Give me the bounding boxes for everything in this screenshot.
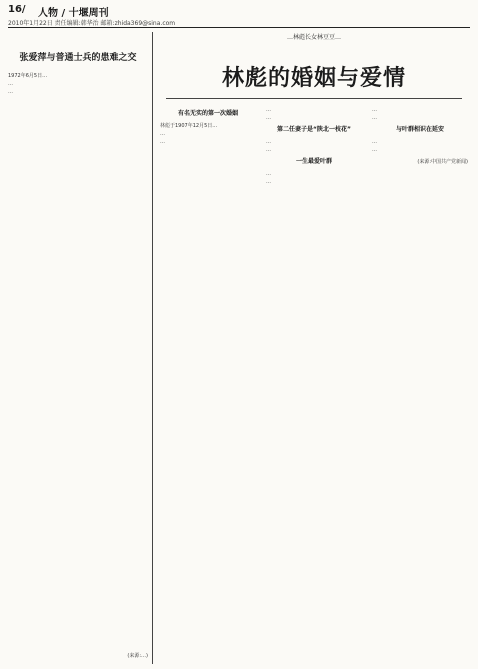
paragraph: … …: [372, 139, 377, 153]
article-column-3: [372, 106, 468, 662]
left-article-source: (来源:…): [127, 653, 148, 659]
paragraph: … …: [266, 171, 271, 185]
paragraph: 林彪于1907年12月5日… … …: [160, 123, 218, 145]
left-article-body: 1972年6月5日… … …: [8, 73, 48, 95]
main-article: [158, 32, 470, 664]
left-article-headline: 张爱萍与普通士兵的患难之交: [19, 52, 137, 62]
headline-rule: [166, 98, 462, 99]
dateline: 2010年1月22日 责任编辑:韩华治 邮箱:zhida369@sina.com: [8, 20, 176, 27]
left-article: [8, 32, 148, 664]
main-headline: 林彪的婚姻与爱情: [221, 65, 406, 90]
subheading: 有名无实的第一次婚姻: [177, 110, 238, 117]
subheading: 与叶群相识在延安: [395, 126, 444, 133]
paragraph: … …: [372, 107, 377, 121]
page-number: 16/: [8, 4, 26, 15]
paragraph: … …: [266, 107, 271, 121]
article-source: (来源:中国共产党新闻): [417, 159, 468, 165]
header-rule: [8, 27, 470, 28]
section-title: 人物 / 十堰周刊: [38, 8, 109, 19]
page-header: [8, 4, 470, 27]
subheading: 第二任妻子是“陕北一枝花”: [277, 126, 351, 133]
article-column-2: [266, 106, 362, 662]
column-divider: [152, 32, 153, 664]
paragraph: … …: [266, 139, 271, 153]
article-deck: …林彪长女林豆豆…: [286, 34, 341, 41]
subheading: 一生最爱叶群: [295, 158, 332, 165]
article-column-1: [160, 106, 256, 662]
